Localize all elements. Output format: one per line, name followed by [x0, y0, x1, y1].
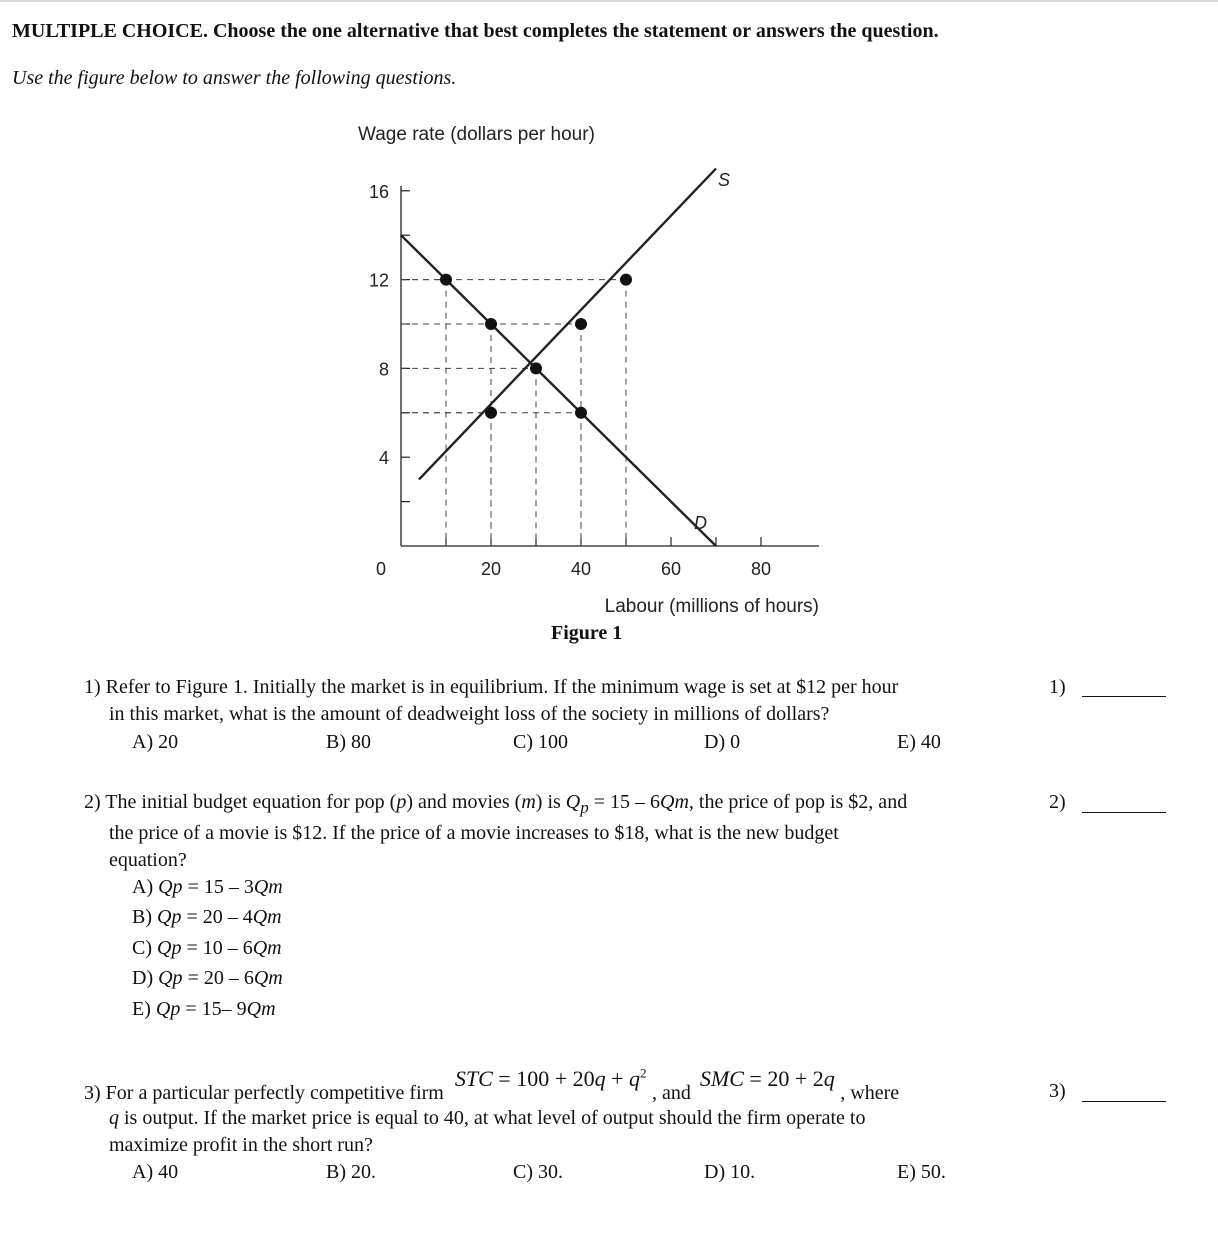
question-3-line-2: q is output. If the market price is equal to 40, at what level of output should the firm operate to: [109, 1107, 866, 1129]
question-1-line-1: 1) Refer to Figure 1. Initially the market is in equilibrium. If the minimum wage is set at $12 per hour: [84, 676, 899, 698]
data-point: [530, 362, 542, 374]
supply-curve: [419, 169, 716, 480]
data-point: [440, 274, 452, 286]
figure-1-chart: [340, 110, 840, 640]
question-3-choice-b[interactable]: B) 20.: [326, 1161, 376, 1183]
data-point: [575, 318, 587, 330]
question-2-answer-blank[interactable]: [1082, 812, 1166, 813]
question-2-line-1: 2) The initial budget equation for pop (p) and movies (m) is $Q_p = 15 - 6Qm$, the price of pop is $2, and: [84, 791, 908, 817]
x-tick-label: 0: [375, 559, 387, 579]
question-2-line-3: equation?: [109, 849, 187, 871]
y-axis-label: Wage rate (dollars per hour): [358, 124, 595, 145]
question-1-choice-e[interactable]: E) 40: [897, 731, 941, 753]
question-1-choice-a[interactable]: A) 20: [132, 731, 179, 753]
data-point: [575, 407, 587, 419]
question-2-choice-d[interactable]: D) Qp = 20 – 6Qm: [132, 967, 283, 989]
question-1-line-2: in this market, what is the amount of deadweight loss of the society in millions of dollars?: [109, 703, 830, 725]
question-1-choice-c[interactable]: C) 100: [513, 731, 568, 753]
x-tick-label: 60: [660, 559, 682, 579]
data-point: [620, 274, 632, 286]
series-label-s: S: [718, 170, 731, 190]
question-2-choice-b[interactable]: B) Qp = 20 – 4Qm: [132, 906, 282, 928]
y-tick-label: 8: [378, 359, 389, 380]
question-3-choice-d[interactable]: D) 10.: [704, 1161, 756, 1183]
top-border: [0, 0, 1218, 2]
question-2-number: 2): [1049, 791, 1066, 813]
question-3-choice-c[interactable]: C) 30.: [513, 1161, 563, 1183]
x-tick-label: 40: [570, 559, 592, 579]
question-3-answer-blank[interactable]: [1082, 1101, 1166, 1102]
question-1-choice-b[interactable]: B) 80: [326, 731, 371, 753]
question-2-line-2: the price of a movie is $12. If the price of a movie increases to $18, what is the new budget: [109, 822, 839, 844]
section-instructions: Use the figure below to answer the following questions.: [12, 67, 457, 89]
x-tick-label: 80: [750, 559, 772, 579]
data-point: [485, 318, 497, 330]
series-label-d: D: [694, 513, 707, 533]
x-tick-label: 20: [480, 559, 502, 579]
y-tick-label: 12: [368, 270, 389, 291]
y-tick-label: 16: [368, 181, 389, 202]
question-3-line-3: maximize profit in the short run?: [109, 1134, 373, 1156]
question-3-number: 3): [1049, 1080, 1066, 1102]
x-axis-label: Labour (millions of hours): [604, 596, 819, 617]
figure-caption: Figure 1: [551, 622, 623, 644]
question-1-answer-blank[interactable]: [1082, 696, 1166, 697]
question-2-choice-c[interactable]: C) Qp = 10 – 6Qm: [132, 937, 282, 959]
y-tick-label: 4: [378, 448, 389, 469]
question-1-number: 1): [1049, 676, 1066, 698]
question-3-line-1: 3) For a particular perfectly competitive firm STC = $100 + 20q + q^2$ , and SMC = 20 + 2q , where: [84, 1066, 900, 1105]
question-3-choice-a[interactable]: A) 40: [132, 1161, 179, 1183]
question-3-choice-e[interactable]: E) 50.: [897, 1161, 946, 1183]
data-point: [485, 407, 497, 419]
section-header: MULTIPLE CHOICE. Choose the one alternative that best completes the statement or answers the question.: [12, 20, 939, 42]
question-1-choice-d[interactable]: D) 0: [704, 731, 741, 753]
question-2-choice-a[interactable]: A) Qp = 15 – 3Qm: [132, 876, 283, 898]
question-2-choice-e[interactable]: E) Qp = 15– 9Qm: [132, 998, 276, 1020]
